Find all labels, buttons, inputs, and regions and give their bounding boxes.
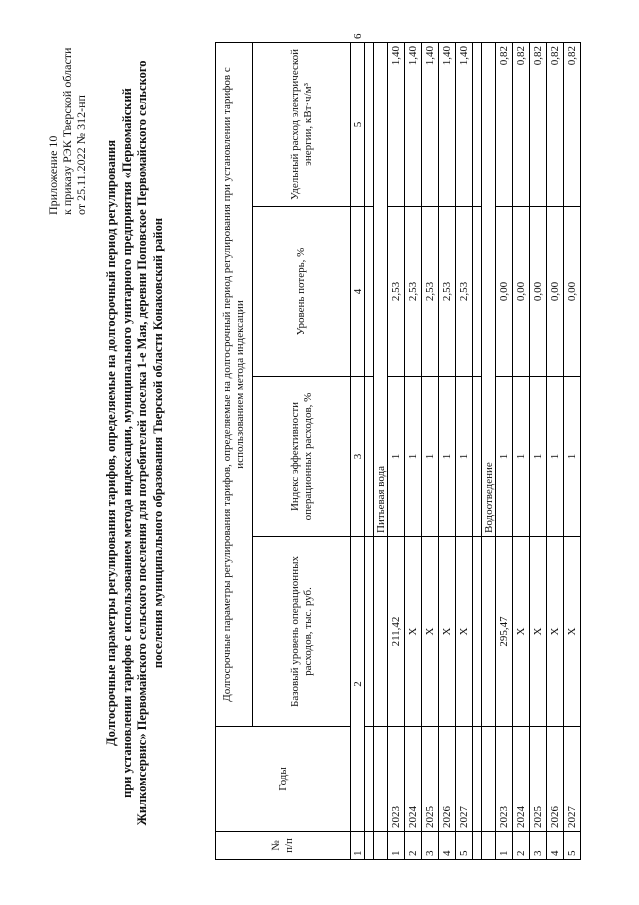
row-energy: 0,82 xyxy=(513,42,530,206)
row-year: 2023 xyxy=(388,727,405,832)
row-loss: 0,00 xyxy=(496,207,513,377)
appendix-line: к приказу РЭК Тверской области xyxy=(60,47,74,215)
row-year: 2027 xyxy=(456,727,473,832)
row-num: 3 xyxy=(530,832,547,860)
row-base: X xyxy=(405,537,422,727)
row-index: 1 xyxy=(513,377,530,537)
table-row xyxy=(422,42,439,859)
row-energy: 1,40 xyxy=(422,42,439,206)
column-number: 3 xyxy=(351,377,365,537)
row-energy: 0,82 xyxy=(496,42,513,206)
row-num: 1 xyxy=(388,832,405,860)
table-row xyxy=(513,42,530,859)
row-index: 1 xyxy=(547,377,564,537)
row-loss: 2,53 xyxy=(388,207,405,377)
row-loss: 2,53 xyxy=(422,207,439,377)
appendix-block xyxy=(46,47,88,215)
table-row xyxy=(530,42,547,859)
row-base: X xyxy=(564,537,581,727)
row-energy: 1,40 xyxy=(388,42,405,206)
row-num: 2 xyxy=(513,832,530,860)
column-number: 4 xyxy=(351,207,365,377)
title-line: поселения муниципального образования Тверской области Конаковский район xyxy=(150,217,165,669)
row-energy: 0,82 xyxy=(547,42,564,206)
row-index: 1 xyxy=(405,377,422,537)
table-row xyxy=(388,42,405,859)
spacer-row xyxy=(365,42,374,859)
column-number-row: 1 2 3 4 5 6 xyxy=(351,42,365,859)
row-base: X xyxy=(547,537,564,727)
row-index: 1 xyxy=(422,377,439,537)
row-year: 2025 xyxy=(530,727,547,832)
row-index: 1 xyxy=(496,377,513,537)
column-number: 5 xyxy=(351,42,365,206)
row-num: 1 xyxy=(496,832,513,860)
row-energy: 1,40 xyxy=(439,42,456,206)
row-loss: 0,00 xyxy=(564,207,581,377)
row-base: X xyxy=(456,537,473,727)
row-loss: 2,53 xyxy=(405,207,422,377)
column-number: 1 xyxy=(351,832,365,860)
column-number: 2 xyxy=(351,537,365,832)
table-row xyxy=(439,42,456,859)
row-year: 2024 xyxy=(405,727,422,832)
row-year: 2026 xyxy=(439,727,456,832)
table-row xyxy=(547,42,564,859)
row-year: 2024 xyxy=(513,727,530,832)
row-index: 1 xyxy=(388,377,405,537)
section-title: Питьевая вода xyxy=(374,42,388,536)
row-index: 1 xyxy=(456,377,473,537)
row-base: 211,42 xyxy=(388,537,405,727)
row-num: 2 xyxy=(405,832,422,860)
header-years: Годы xyxy=(216,727,351,832)
row-loss: 2,53 xyxy=(456,207,473,377)
row-loss: 2,53 xyxy=(439,207,456,377)
row-year: 2027 xyxy=(564,727,581,832)
row-year: 2023 xyxy=(496,727,513,832)
row-energy: 1,40 xyxy=(456,42,473,206)
header-index: Индекс эффективности операционных расходов, % xyxy=(253,377,351,537)
row-base: X xyxy=(513,537,530,727)
row-energy: 1,40 xyxy=(405,42,422,206)
table-row xyxy=(564,42,581,859)
section-row xyxy=(482,42,496,859)
row-loss: 0,00 xyxy=(530,207,547,377)
row-num: 5 xyxy=(456,832,473,860)
title-line: при установлении тарифов с использованием метода индексации, муниципального унитарного предприятия «Первомайский xyxy=(119,88,134,798)
row-num: 5 xyxy=(564,832,581,860)
header-group: Долгосрочные параметры регулирования тарифов, определяемые на долгосрочный период регулирования при установлении тарифов с использованием метода индексации xyxy=(216,42,253,726)
row-energy: 0,82 xyxy=(530,42,547,206)
section-row xyxy=(374,42,388,859)
row-index: 1 xyxy=(439,377,456,537)
row-year: 2026 xyxy=(547,727,564,832)
row-base: X xyxy=(439,537,456,727)
header-energy: Удельный расход электрической энергии, кВт·ч/м³ xyxy=(253,42,351,206)
table-row xyxy=(456,42,473,859)
row-base: X xyxy=(530,537,547,727)
header-base: Базовый уровень операционных расходов, тыс. руб. xyxy=(253,537,351,727)
spacer-row xyxy=(473,42,482,859)
title-line: Жилкомсервис» Первомайского сельского поселения для потребителей поселка 1-е Мая, деревни Поповское Первомайского сельского xyxy=(135,60,149,826)
header-loss: Уровень потерь, % xyxy=(253,207,351,377)
row-index: 1 xyxy=(530,377,547,537)
row-loss: 0,00 xyxy=(513,207,530,377)
table-row xyxy=(496,42,513,859)
title-line: Долгосрочные параметры регулирования тарифов, определяемые на долгосрочный период регулирования xyxy=(104,140,118,747)
row-energy: 0,82 xyxy=(564,42,581,206)
row-base: 295,47 xyxy=(496,537,513,727)
row-num: 4 xyxy=(439,832,456,860)
document-title xyxy=(104,33,166,853)
parameters-table xyxy=(215,33,581,860)
appendix-line: Приложение 10 xyxy=(46,135,60,215)
section-title: Водоотведение xyxy=(482,42,496,536)
row-base: X xyxy=(422,537,439,727)
table-row xyxy=(405,42,422,859)
row-index: 1 xyxy=(564,377,581,537)
appendix-line: от 25.11.2022 № 312-нп xyxy=(74,95,88,215)
row-num: 3 xyxy=(422,832,439,860)
row-num: 4 xyxy=(547,832,564,860)
header-num: № п/п xyxy=(216,832,351,860)
row-year: 2025 xyxy=(422,727,439,832)
row-loss: 0,00 xyxy=(547,207,564,377)
